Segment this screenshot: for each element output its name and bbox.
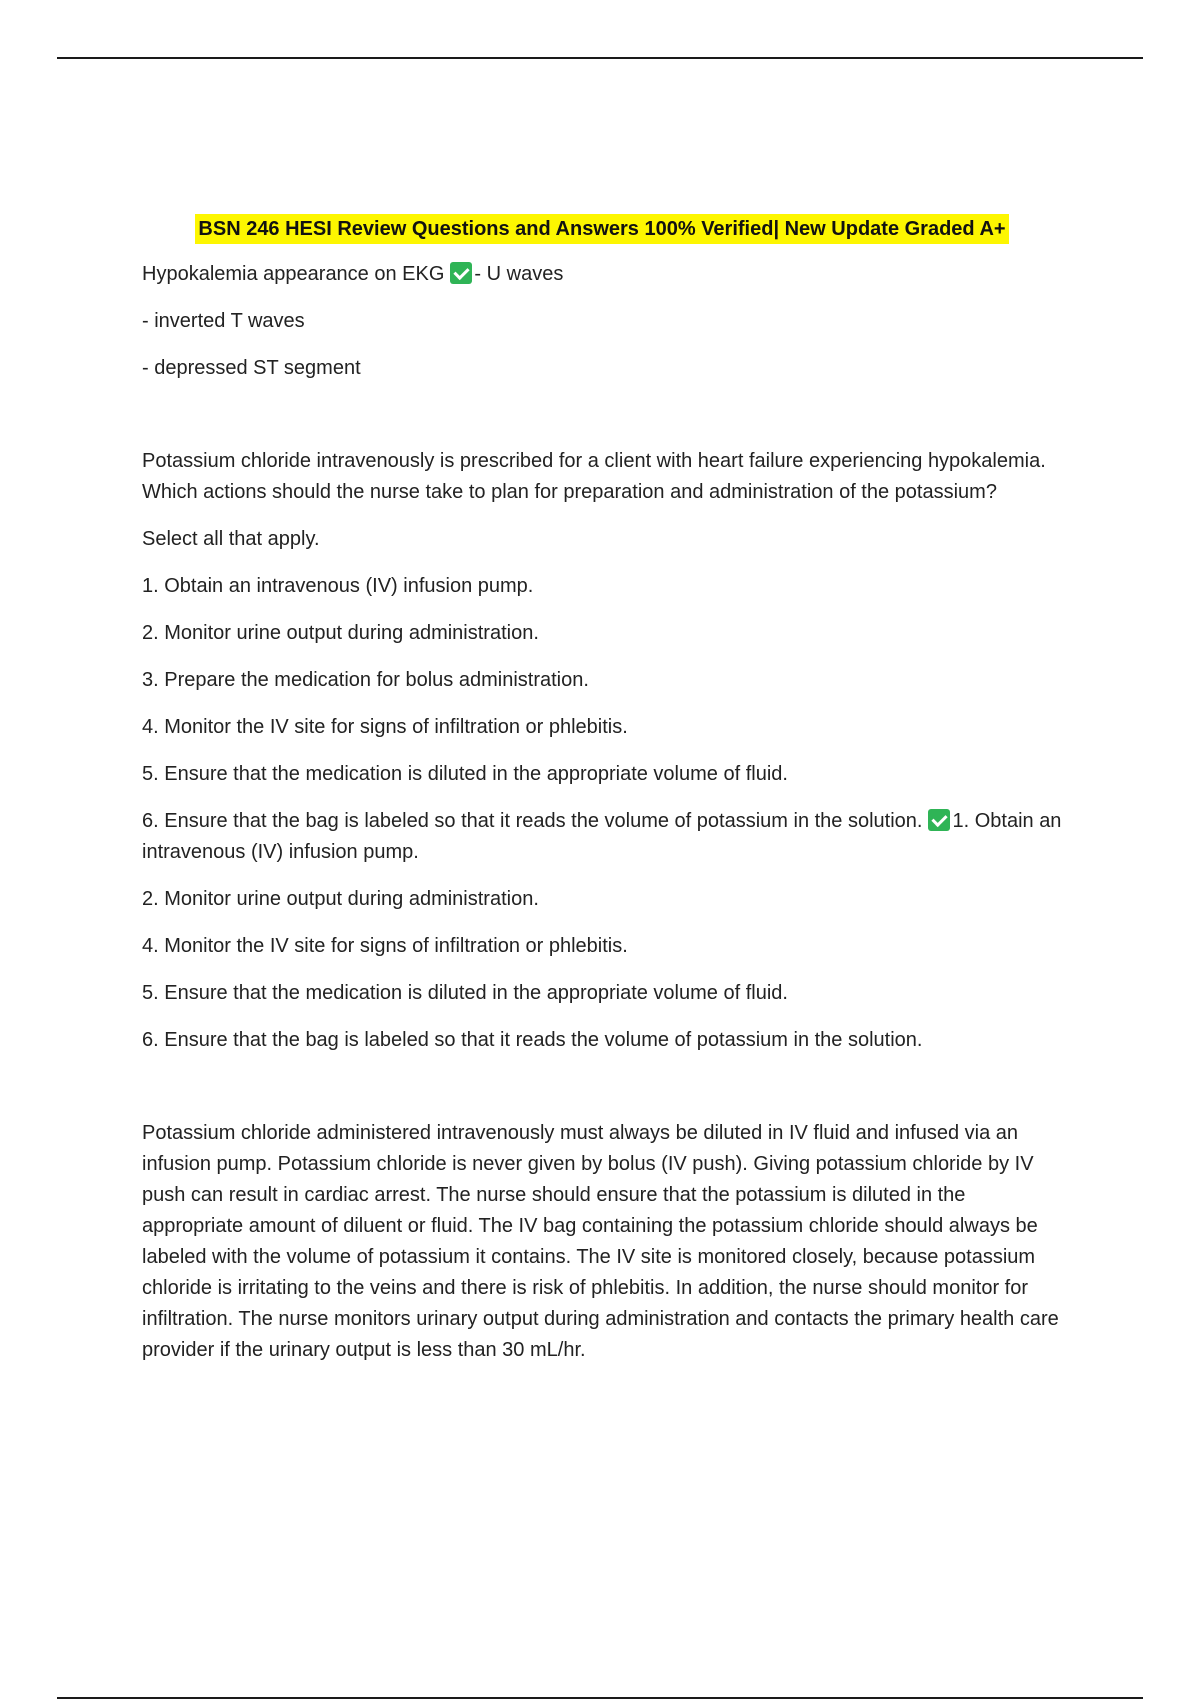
q2-option: 4. Monitor the IV site for signs of infiltration or phlebitis. (142, 716, 628, 738)
q2-option6-line (142, 806, 1072, 868)
q2-rationale: Potassium chloride administered intravenously must always be diluted in IV fluid and infused via an infusion pump. Potassium chloride is never given by bolus (IV push). Giving potassium chloride by IV push can result in cardiac arrest. The nurse should ensure that the potassium is diluted in the appropriate amount of diluent or fluid. The IV bag containing the potassium chloride should always be labeled with the volume of potassium it contains. The IV site is monitored closely, because potassium chloride is irritating to the veins and there is risk of phlebitis. In addition, the nurse should monitor for infiltration. The nurse monitors urinary output during administration and contacts the primary health care provider if the urinary output is less than 30 mL/hr. (142, 1122, 1059, 1361)
q2-instruction: Select all that apply. (142, 528, 320, 550)
q1-answer-first: - U waves (474, 263, 564, 285)
bottom-rule (57, 1697, 1143, 1699)
document-body (142, 214, 1072, 1366)
q2-option: 1. Obtain an intravenous (IV) infusion pump. (142, 575, 534, 597)
q1-question: Hypokalemia appearance on EKG (142, 263, 445, 285)
q2-answer-first: 1. Obtain an intravenous (IV) infusion pump. (142, 810, 1062, 863)
q2-option: 2. Monitor urine output during administration. (142, 622, 539, 644)
spacer (142, 400, 1072, 446)
q2-option: 3. Prepare the medication for bolus administration. (142, 669, 589, 691)
check-mark-icon (450, 262, 472, 284)
check-mark-icon (928, 809, 950, 831)
q2-answer: 4. Monitor the IV site for signs of infiltration or phlebitis. (142, 935, 628, 957)
document-title: BSN 246 HESI Review Questions and Answers 100% Verified| New Update Graded A+ (195, 214, 1008, 244)
q1-answer-line: - inverted T waves (142, 310, 305, 332)
q2-option: 6. Ensure that the bag is labeled so that it reads the volume of potassium in the solution. (142, 810, 923, 832)
q2-question: Potassium chloride intravenously is prescribed for a client with heart failure experiencing hypokalemia. Which actions should the nurse take to plan for preparation and administration of the potassium? (142, 450, 1046, 503)
spacer (142, 1072, 1072, 1118)
top-rule (57, 57, 1143, 59)
q2-answer: 5. Ensure that the medication is diluted in the appropriate volume of fluid. (142, 982, 788, 1004)
q2-answer: 2. Monitor urine output during administration. (142, 888, 539, 910)
q2-option: 5. Ensure that the medication is diluted in the appropriate volume of fluid. (142, 763, 788, 785)
title-wrap (142, 214, 1062, 245)
q1-answer-line: - depressed ST segment (142, 357, 361, 379)
q1-question-line (142, 259, 1072, 290)
q2-answer: 6. Ensure that the bag is labeled so that it reads the volume of potassium in the solution. (142, 1029, 923, 1051)
